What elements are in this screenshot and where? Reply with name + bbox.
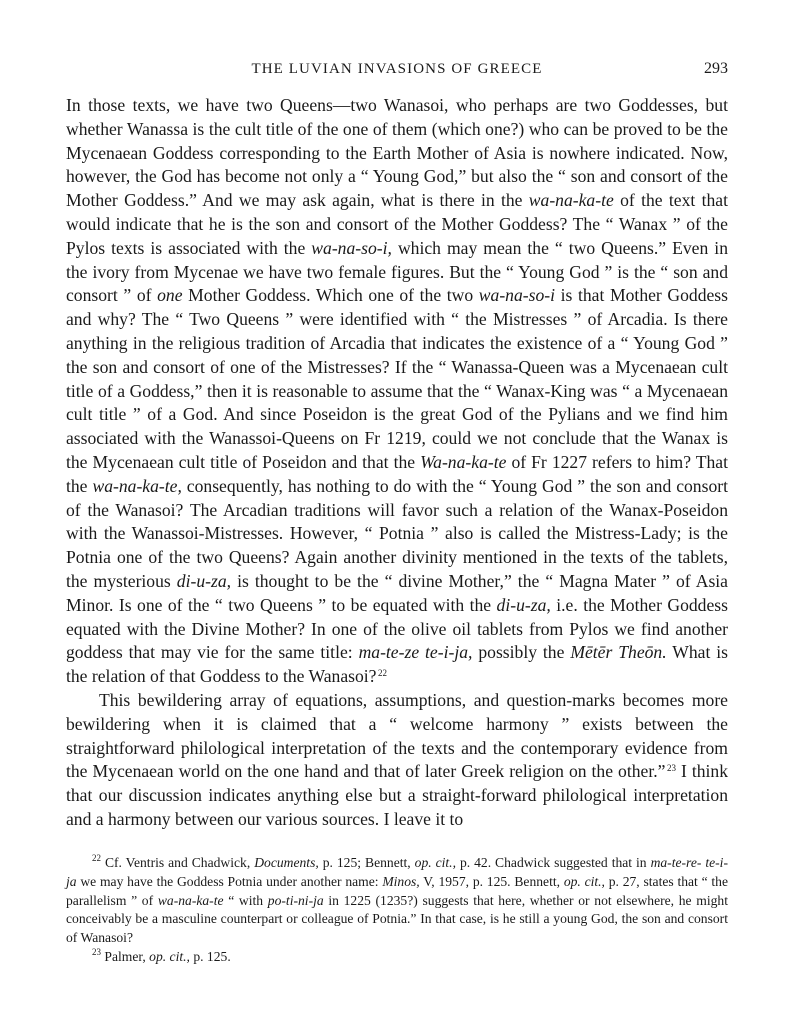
italic-term: op. cit.,: [149, 948, 190, 964]
text-run: What is the relation of that Goddess to the Wanasoi?: [66, 642, 728, 687]
text-run: Cf. Ventris and Chadwick,: [101, 855, 255, 870]
text-run: which may mean the “ two Queens.” Even in the ivory from Mycenae we have two female figures. But the “ Young God ” is the “ son and consort ” of: [66, 237, 728, 306]
italic-term: one: [157, 285, 183, 306]
text-run: is thought to be the “ divine Mother,” the “ Magna Mater ” of Asia Minor. Is one of the “ two Queens ” to be equated with the: [66, 570, 728, 615]
running-head: [66, 60, 728, 82]
text-run: in 1225 (1235?) suggests that here, whether or not elsewhere, he might conceivably be a masculine counterpart or colleague of Potnia.” In that case, is he still a young God, the son and consort of Wanasoi?: [66, 892, 728, 946]
italic-term: wa-na-ka-te: [528, 190, 614, 211]
italic-term: Wa-na-ka-te: [420, 451, 507, 472]
footnote-number: 22: [92, 853, 101, 863]
text-run: is that Mother Goddess and why? The “ Two Queens ” were identified with “ the Mistresses ” of Arcadia. Is there anything in the religious tradition of Arcadia that indicates the existence of a “ Young God ” the son and consort of one of the Mistresses? If the “ Wanassa-Queen was a Mycenaean cult title of a Goddess,” then it is reasonable to assume that the “ Wanax-King was “ a Mycenaean cult title ” of a God. And since Poseidon is the great God of the Pylians and we find him associated with the Wanassoi-Queens on Fr 1219, could we not conclude that the Wanax is the Mycenaean cult title of Poseidon and that the: [66, 285, 728, 472]
running-title: THE LUVIAN INVASIONS OF GREECE: [251, 61, 543, 77]
text-run: of the text that would indicate that he is the son and consort of the Mother Goddess? The “ Wanax ” of the Pylos texts is associated with the: [66, 190, 728, 258]
italic-term: wa-na-so-i,: [311, 237, 392, 258]
italic-term: ma-te-ze te-i-ja,: [358, 642, 473, 663]
text-run: of Fr 1227 refers to him? That the: [66, 451, 728, 496]
footnote-ref-23: 23: [666, 763, 676, 774]
footnote-number: 23: [92, 946, 101, 957]
footnotes: [66, 854, 728, 967]
italic-term: Documents,: [254, 855, 319, 870]
italic-term: wa-na-ka-te,: [92, 475, 182, 496]
body-text: [66, 94, 728, 832]
text-run: I think that our discussion indicates anything else but a straight-forward philological interpretation and a harmony between our various sources. I leave it to: [66, 761, 728, 829]
text-run: p. 42. Chadwick suggested that in: [455, 855, 651, 870]
text-run: p. 125.: [189, 948, 231, 964]
italic-term: ma-te-re- te-i-ja: [66, 855, 728, 889]
italic-term: di-u-za,: [176, 570, 232, 591]
text-run: “ with: [223, 892, 268, 908]
page-number: 293: [704, 60, 728, 77]
paragraph-2: [66, 689, 728, 832]
italic-term: op. cit.,: [414, 855, 456, 870]
text-run: p. 125; Bennett,: [318, 855, 415, 870]
text-run: i.e. the Mother Goddess equated with the Divine Mother? In one of the olive oil tablets from Pylos we find another goddess that may vie for the same title:: [66, 594, 728, 663]
text-run: Palmer,: [101, 948, 150, 964]
italic-term: wa-na-ka-te: [157, 892, 224, 908]
text-run: p. 27, states that “ the parallelism ” of: [66, 873, 729, 908]
footnote-ref-22: 22: [377, 668, 387, 679]
text-run: possibly the: [472, 642, 571, 663]
paragraph-1: [66, 94, 728, 689]
text-run: V, 1957, p. 125. Bennett,: [419, 873, 564, 889]
italic-term: po-ti-ni-ja: [267, 892, 324, 908]
text-run: we may have the Goddess Potnia under another name:: [76, 873, 383, 889]
italic-term: Mētēr Theōn.: [570, 642, 667, 663]
text-run: consequently, has nothing to do with the “ Young God ” the son and consort of the Wanasoi? The Arcadian traditions will favor such a relation of the Wanax-Poseidon with the Wanassoi-Mistresses. However, “ Potnia ” also is called the Mistress-Lady; is the Potnia one of the two Queens? Again another divinity mentioned in the texts of the tablets, the mysterious: [66, 475, 728, 591]
italic-term: di-u-za,: [496, 594, 551, 615]
text-run: In those texts, we have two Queens—two Wanasoi, who perhaps are two Goddesses, but whether Wanassa is the cult title of the one of them (which one?) who can be proved to be the Mycenaean Goddess corresponding to the Earth Mother of Asia is nowhere indicated. Now, however, the God has become not only a “ Young God,” but also the “ son and consort of the Mother Goddess.” And we may ask again, what is there in the: [66, 95, 728, 211]
footnote-23: [66, 948, 728, 967]
footnote-22: [66, 854, 728, 948]
italic-term: Minos,: [382, 873, 420, 889]
text-run: Mother Goddess. Which one of the two: [182, 285, 479, 306]
italic-term: op. cit.,: [563, 873, 605, 889]
italic-term: wa-na-so-i: [478, 285, 556, 306]
text-run: This bewildering array of equations, assumptions, and question-marks becomes more bewildering when it is claimed that a “ welcome harmony ” exists between the straightforward philological interpretation of the texts and the contemporary evidence from the Mycenaean world on the one hand and that of later Greek religion on the other.”: [66, 689, 728, 782]
